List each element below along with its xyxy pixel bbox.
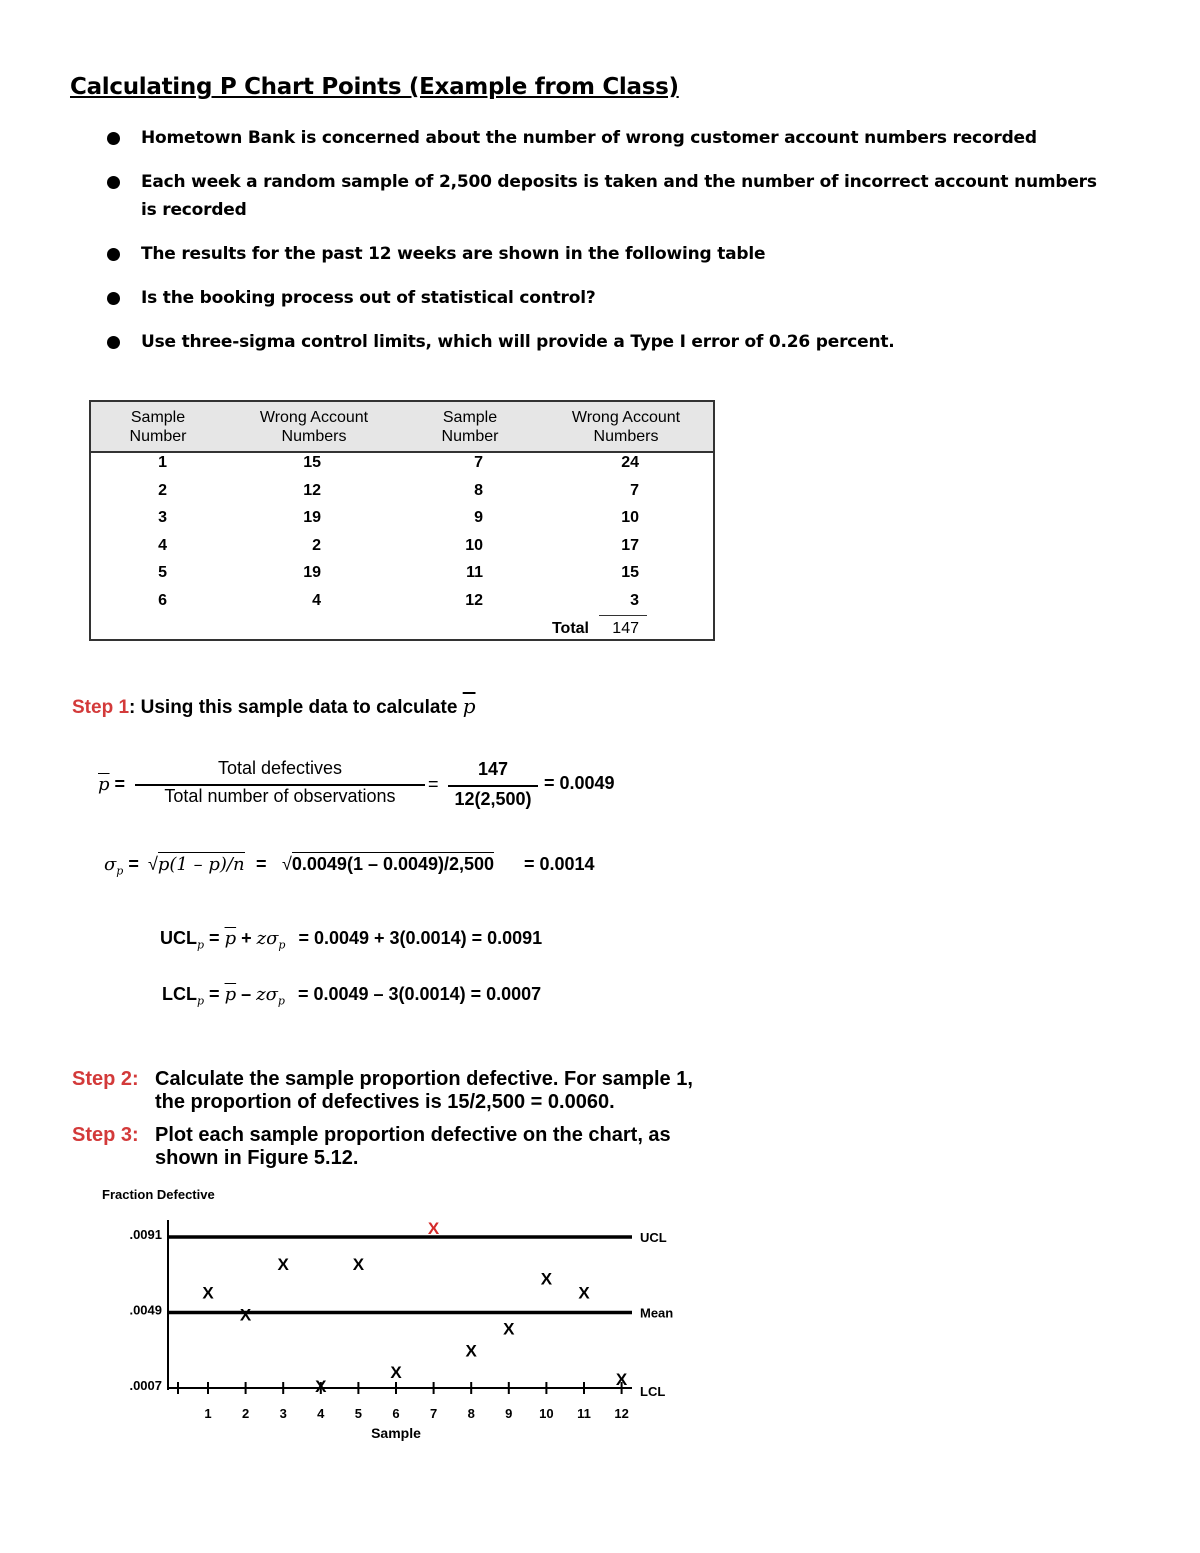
pbar-lhs: $\overline{p}$ = [98, 774, 126, 795]
x-tick-label: 3 [279, 1406, 287, 1421]
table-cell: 12 [303, 481, 321, 499]
bullet-item: The results for the past 12 weeks are shown in the following table [104, 240, 1104, 268]
x-tick-label: 7 [429, 1406, 438, 1421]
y-axis-label: Fraction Defective [102, 1187, 215, 1202]
sample-data-table [89, 400, 715, 641]
table-cell: 4 [158, 536, 167, 554]
x-tick-label: 1 [204, 1406, 212, 1421]
step1-heading: Step 1: Using this sample data to calculate $\overline{p}$ [72, 694, 476, 718]
total-value: 147 [612, 620, 639, 637]
total-rule [599, 615, 647, 616]
data-point: X [615, 1370, 628, 1390]
table-cell: 24 [621, 454, 639, 471]
sigma-substitution: √0.0049(1 – 0.0049)/2,500 [282, 854, 495, 874]
data-point: X [578, 1283, 590, 1303]
table-cell: 15 [303, 454, 321, 471]
y-tick-label: .0007 [129, 1378, 162, 1393]
step3-line2: shown in Figure 5.12. [155, 1147, 359, 1169]
table-cell: 9 [474, 509, 483, 526]
ucl-equation: $UCL_p = \overline{p} + z\sigma_p = 0.0049 + 3(0.0014) = 0.0091$ [160, 928, 543, 952]
table-cell: 7 [474, 454, 483, 471]
pbar-result: = 0.0049 [544, 773, 615, 793]
x-tick-label: 4 [317, 1406, 325, 1421]
table-cell: 10 [465, 536, 483, 554]
data-point: X [390, 1362, 402, 1382]
lcl-equation: $LCL_p = \overline{p} - z\sigma_p = 0.0049 - 3(0.0014) = 0.0007$ [162, 984, 542, 1008]
step3-line1: Plot each sample proportion defective on the chart, as [155, 1124, 671, 1146]
table-cell: 12 [465, 591, 483, 609]
table-cell: 17 [621, 536, 639, 554]
bullet-item: Each week a random sample of 2,500 deposits is taken and the number of incorrect account numbers is recorded [104, 168, 1104, 224]
page-title: Calculating P Chart Points (Example from Class) [70, 74, 679, 100]
table-cell: 19 [303, 564, 321, 581]
x-axis-label: Sample [371, 1425, 421, 1441]
table-cell: 6 [158, 591, 167, 609]
table-cell: 10 [621, 509, 639, 526]
data-point: X [503, 1319, 515, 1339]
step3-label: Step 3: [72, 1124, 139, 1146]
p-bar-symbol: $\overline{p}$ [462, 694, 476, 718]
table-cell: 3 [158, 509, 167, 526]
x-tick-label: 10 [539, 1406, 554, 1421]
table-cell: 19 [303, 509, 321, 526]
sigma-lhs: $\sigma_p$ = [104, 854, 139, 878]
y-tick-label: .0091 [129, 1227, 162, 1242]
data-point: X [465, 1341, 477, 1361]
fraction-line [448, 785, 538, 787]
total-label: Total [551, 620, 589, 637]
table-header [91, 402, 713, 453]
pbar-denominator-value: 12(2,500) [454, 789, 532, 809]
table-cell: 15 [621, 564, 639, 581]
table-cell: 2 [312, 536, 321, 554]
y-tick-label: .0049 [129, 1302, 162, 1318]
table-cell: 11 [466, 564, 483, 581]
header-wrong-account-2: Wrong Account Numbers [571, 409, 681, 445]
header-sample-number-1: Sample Number [129, 409, 187, 445]
data-point-out-of-control: X [427, 1219, 440, 1239]
data-point: X [315, 1377, 327, 1397]
header-sample-number-2: Sample Number [441, 409, 499, 445]
bullet-dot-icon [107, 292, 120, 305]
pbar-numerator-text: Total defectives [217, 758, 343, 778]
table-cell: 4 [312, 591, 321, 609]
step2-label: Step 2: [72, 1068, 139, 1090]
table-cell: 5 [158, 564, 167, 581]
x-tick-label: 2 [241, 1406, 250, 1421]
data-point: X [239, 1305, 252, 1325]
bullet-item: Use three-sigma control limits, which will provide a Type I error of 0.26 percent. [104, 328, 1104, 356]
table-cell: 3 [630, 591, 639, 609]
table-cell: 2 [158, 481, 167, 499]
data-point: X [202, 1283, 214, 1303]
header-wrong-account-1: Wrong Account Numbers [259, 409, 369, 445]
sigma-result: = 0.0014 [524, 854, 595, 874]
x-tick-label: 9 [505, 1406, 513, 1421]
x-tick-label: 12 [614, 1406, 629, 1421]
bullet-item: Is the booking process out of statistical control? [104, 284, 1104, 312]
step2-line1: Calculate the sample proportion defective. For sample 1, [155, 1068, 693, 1090]
data-point: X [540, 1269, 553, 1289]
pbar-denominator-text: Total number of observations [164, 786, 396, 806]
data-point: X [277, 1254, 289, 1274]
bullet-dot-icon [107, 336, 120, 349]
bullet-list [104, 124, 1104, 372]
table-cell: 8 [474, 481, 483, 499]
control-line-label: UCL [640, 1230, 667, 1245]
bullet-item: Hometown Bank is concerned about the number of wrong customer account numbers recorded [104, 124, 1104, 152]
x-tick-label: 8 [467, 1406, 475, 1421]
bullet-dot-icon [107, 248, 120, 261]
table-cell: 7 [630, 481, 639, 499]
equals-sign: = [256, 854, 267, 874]
pbar-numerator-value: 147 [477, 759, 509, 779]
equals-sign: = [428, 774, 439, 794]
x-tick-label: 5 [354, 1406, 363, 1421]
sigma-formula: √p(1 – p)/n [148, 854, 245, 875]
table-cell: 1 [158, 454, 167, 471]
x-tick-label: 6 [392, 1406, 400, 1421]
control-line-label: LCL [640, 1384, 666, 1399]
x-tick-label: 11 [577, 1406, 591, 1421]
step2-line2: the proportion of defectives is 15/2,500 = 0.0060. [155, 1091, 615, 1113]
control-line-label: Mean [640, 1305, 674, 1321]
bullet-dot-icon [107, 132, 120, 145]
data-point: X [352, 1254, 365, 1274]
p-chart [90, 1180, 710, 1450]
bullet-dot-icon [107, 176, 120, 189]
